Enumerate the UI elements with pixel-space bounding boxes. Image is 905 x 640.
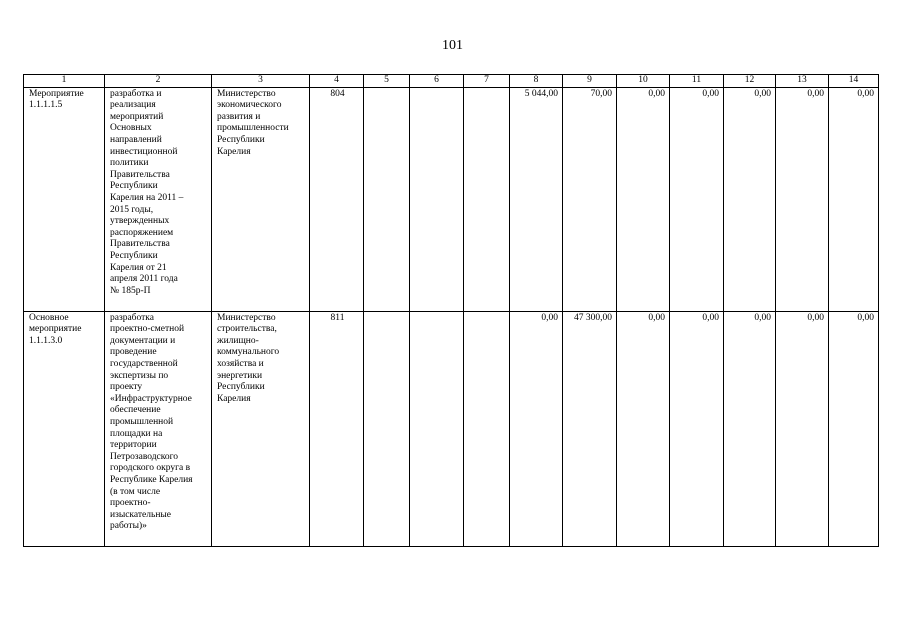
code-cell: 811 — [310, 311, 364, 546]
column-header: 12 — [724, 75, 776, 88]
cell-line: 1.1.1.1.5 — [29, 100, 63, 111]
column-header: 4 — [310, 75, 364, 88]
column-header: 11 — [670, 75, 724, 88]
cell-line: проектно-сметной — [110, 324, 185, 335]
cell-line: направлений — [110, 134, 162, 145]
cell-line: Основных — [110, 123, 152, 134]
cell-line: политики — [110, 158, 149, 169]
column-header: 1 — [24, 75, 105, 88]
cell-line: хозяйства и — [217, 358, 264, 369]
cell-line: работы)» — [110, 521, 147, 532]
cell-line: жилищно- — [217, 335, 259, 346]
cell-line: (в том числе — [110, 486, 161, 497]
cell-line: городского округа в — [110, 463, 191, 474]
cell-line: Республики — [217, 382, 265, 393]
cell-line: Основное — [29, 312, 69, 323]
cell-line: «Инфраструктурное — [110, 393, 192, 404]
cell-line: разработка и — [110, 88, 162, 99]
cell-line: площадки на — [110, 428, 163, 439]
cell-line: апреля 2011 года — [110, 274, 178, 285]
cell-line: № 185р-П — [110, 285, 151, 296]
amount-cell: 0,00 — [724, 311, 776, 546]
cell-line: Карелия — [217, 146, 251, 157]
cell-line: Правительства — [110, 169, 170, 180]
cell-line: Мероприятие — [29, 88, 84, 99]
page-number: 101 — [442, 38, 463, 53]
amount-cell: 47 300,00 — [563, 311, 617, 546]
table-row — [24, 87, 879, 311]
cell-line: промышленной — [110, 416, 174, 427]
empty-cell — [364, 311, 410, 546]
amount-cell: 0,00 — [617, 87, 670, 311]
code-cell: 804 — [310, 87, 364, 311]
cell-line: Республики — [217, 134, 265, 145]
cell-line: Республики — [110, 250, 158, 261]
cell-line: развития и — [217, 111, 261, 122]
cell-line: проектно- — [110, 498, 151, 509]
cell-line: строительства, — [217, 324, 277, 335]
activity-code-cell — [24, 311, 105, 546]
amount-cell: 0,00 — [724, 87, 776, 311]
table-row — [24, 311, 879, 546]
empty-cell — [364, 87, 410, 311]
column-header: 3 — [212, 75, 310, 88]
cell-line: распоряжением — [110, 227, 174, 238]
cell-line: энергетики — [217, 370, 263, 381]
amount-cell: 0,00 — [670, 311, 724, 546]
cell-line: мероприятие — [29, 324, 82, 335]
cell-line: мероприятий — [110, 111, 164, 122]
empty-cell — [410, 311, 464, 546]
activity-description-cell — [105, 311, 212, 546]
amount-cell: 0,00 — [670, 87, 724, 311]
empty-cell — [464, 311, 510, 546]
cell-line: разработка — [110, 312, 154, 323]
executor-cell — [212, 311, 310, 546]
activity-description-cell — [105, 87, 212, 311]
cell-line: Министерство — [217, 88, 276, 99]
cell-line: Министерство — [217, 312, 276, 323]
cell-line: коммунального — [217, 347, 280, 358]
cell-line: экспертизы по — [110, 370, 169, 381]
column-number-row — [24, 75, 879, 88]
empty-cell — [410, 87, 464, 311]
cell-line: проекту — [110, 382, 143, 393]
amount-cell: 70,00 — [563, 87, 617, 311]
cell-line: Республике Карелия — [110, 474, 193, 485]
column-header: 14 — [829, 75, 879, 88]
column-header: 10 — [617, 75, 670, 88]
executor-cell — [212, 87, 310, 311]
cell-line: государственной — [110, 358, 178, 369]
column-header: 6 — [410, 75, 464, 88]
amount-cell: 5 044,00 — [510, 87, 563, 311]
cell-line: 2015 годы, — [110, 204, 154, 215]
budget-table — [23, 74, 879, 547]
amount-cell: 0,00 — [510, 311, 563, 546]
cell-line: Карелия от 21 — [110, 262, 167, 273]
column-header: 8 — [510, 75, 563, 88]
cell-line: Петрозаводского — [110, 451, 179, 462]
cell-line: экономического — [217, 100, 282, 111]
amount-cell: 0,00 — [776, 311, 829, 546]
cell-line: Карелия на 2011 – — [110, 192, 184, 203]
amount-cell: 0,00 — [776, 87, 829, 311]
cell-line: проведение — [110, 347, 157, 358]
cell-line: территории — [110, 440, 157, 451]
cell-line: Республики — [110, 181, 158, 192]
column-header: 13 — [776, 75, 829, 88]
cell-line: изыскательные — [110, 509, 172, 520]
cell-line: документации и — [110, 335, 176, 346]
cell-line: Правительства — [110, 239, 170, 250]
column-header: 5 — [364, 75, 410, 88]
cell-line: реализация — [110, 100, 156, 111]
cell-line: обеспечение — [110, 405, 161, 416]
cell-line: утвержденных — [110, 216, 170, 227]
column-header: 7 — [464, 75, 510, 88]
cell-line: 1.1.1.3.0 — [29, 335, 63, 346]
column-header: 9 — [563, 75, 617, 88]
activity-code-cell — [24, 87, 105, 311]
cell-line: Карелия — [217, 393, 251, 404]
cell-line: инвестиционной — [110, 146, 178, 157]
empty-cell — [464, 87, 510, 311]
cell-line: промышленности — [217, 123, 289, 134]
amount-cell: 0,00 — [617, 311, 670, 546]
column-header: 2 — [105, 75, 212, 88]
amount-cell: 0,00 — [829, 87, 879, 311]
amount-cell: 0,00 — [829, 311, 879, 546]
